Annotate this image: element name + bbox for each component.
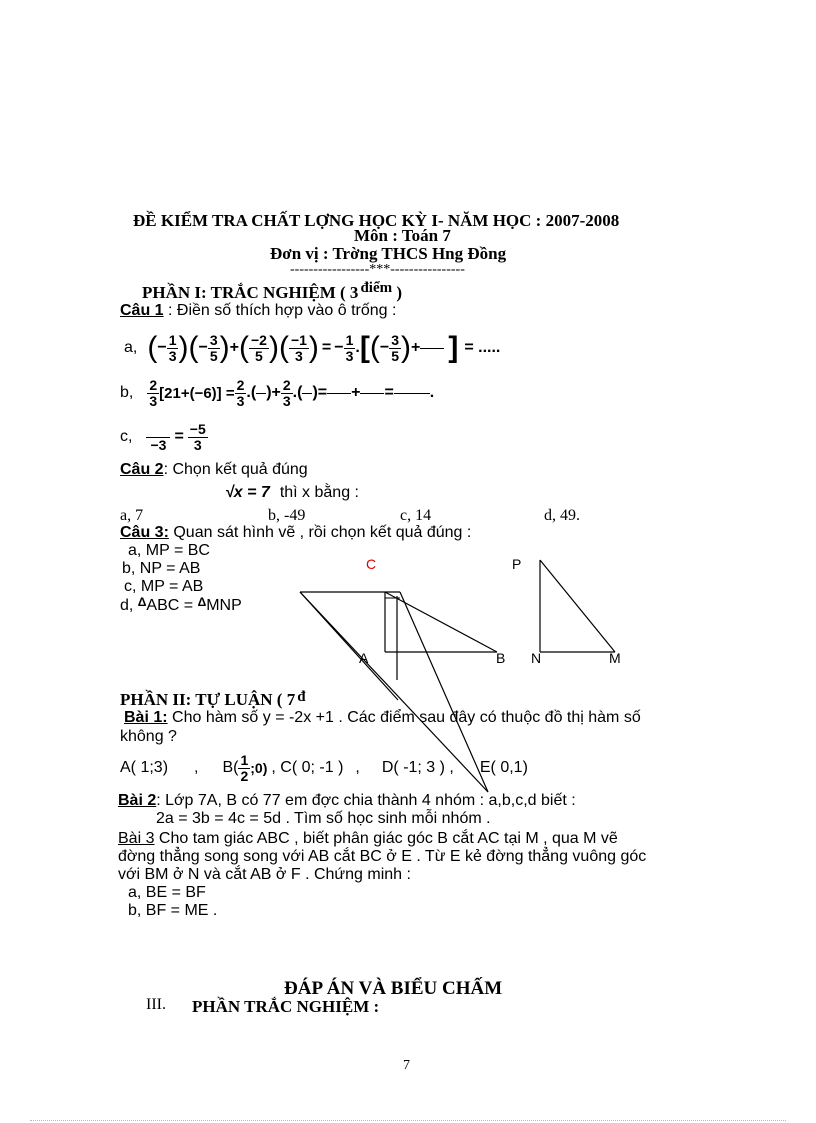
label-m: M [609, 650, 621, 666]
bai3-part-a: a, BE = BF [128, 884, 206, 901]
subject-line: Môn : Toán 7 [354, 226, 451, 245]
q3-option-c: c, MP = AB [124, 578, 204, 595]
segment-pm [540, 560, 615, 652]
q2-condition: √x = 7 thì x bằng : [225, 484, 359, 501]
bai3-line: Bài 3 Cho tam giác ABC , biết phân giác góc B cắt AC tại M , qua M vẽ [118, 830, 618, 847]
label-c: C [366, 556, 377, 572]
unit-line: Đơn vị : Trờng THCS Hng Đồng [270, 244, 507, 263]
label-n: N [531, 650, 542, 666]
q1b-expression: b, $\frac{2}{3}$ [21+(−6)] = $\frac{2}{3}$ .( )+ $\frac{2}{3}$ .( )= + = . [120, 376, 435, 409]
bai2-line: Bài 2: Lớp 7A, B có 77 em đợc chia thành 4 nhóm : a,b,c,d biết : [118, 792, 576, 809]
part2-heading: PHẦN II: TỰ LUẬN ( 7 đ [120, 689, 306, 709]
q2-line: Câu 2: Chọn kết quả đúng [120, 461, 308, 478]
label-a: A [359, 650, 369, 666]
bai3-part-b: b, BF = ME . [128, 902, 218, 919]
q3-line: Câu 3: Quan sát hình vẽ , rồi chọn kết quả đúng : [120, 524, 472, 541]
answers-heading: ĐÁP ÁN VÀ BIỂU CHẤM [284, 978, 503, 999]
q2-option-c: c, 14 [400, 507, 432, 524]
part1-heading: PHẦN I: TRẮC NGHIỆM ( 3 điểm ) [142, 280, 403, 302]
q3-option-b: b, NP = AB [122, 560, 201, 577]
answers-roman: III. [146, 996, 166, 1013]
q2-option-a: a, 7 [120, 507, 144, 524]
q1c-expression: c, −3 = $\frac{-5}{3}$ [120, 420, 206, 453]
footer-divider [30, 1120, 786, 1121]
bai3-line-3: với BM ở N và cắt AB ở F . Chứng minh : [118, 866, 411, 883]
q2-option-b: b, -49 [268, 507, 306, 524]
q2-option-d: d, 49. [544, 507, 580, 524]
bai3-line-2: đờng thẳng song song với AB cắt BC ở E . Từ E kẻ đờng thẳng vuông góc [118, 848, 647, 865]
label-p: P [512, 556, 522, 572]
q1-line: Câu 1 : Điền số thích hợp vào ô trống : [120, 302, 397, 319]
q1a-expression: a, ( − $\frac{1}{3}$ ) ( − $\frac{3}{5}$ ) + ( $\frac{-2}{5}$ ) ( $\frac{-1}{3}$ ) = − $\frac{1}{3}$ . [ ( − $\frac{3}{5}$ ) + ] = ..... [124, 331, 501, 364]
exam-title: ĐỀ KIỂM TRA CHẤT LỢNG HỌC KỲ I- NĂM HỌC : 2007-2008 [133, 211, 620, 230]
separator: -----------------***---------------- [290, 262, 465, 277]
q3-option-a: a, MP = BC [128, 542, 210, 559]
bai1-line-2: không ? [120, 728, 177, 745]
segment-cb [385, 592, 497, 652]
bai2-line-2: 2a = 3b = 4c = 5d . Tìm số học sinh mỗi nhóm . [156, 810, 491, 827]
bai1-points: A( 1;3) , B( $\frac{1}{2}$ ;0) , C( 0; -1 ) , D( -1; 3 ) , E( 0,1) [120, 751, 528, 784]
q3-option-d: d, $^\Delta$ABC = $^\Delta$MNP [120, 595, 242, 614]
label-b: B [496, 650, 506, 666]
page-number: 7 [403, 1058, 410, 1073]
bai1-line: Bài 1: Cho hàm số y = -2x +1 . Các điểm sau đây có thuộc đồ thị hàm số [124, 709, 641, 726]
answers-subheading: PHẦN TRẮC NGHIỆM : [192, 997, 380, 1016]
